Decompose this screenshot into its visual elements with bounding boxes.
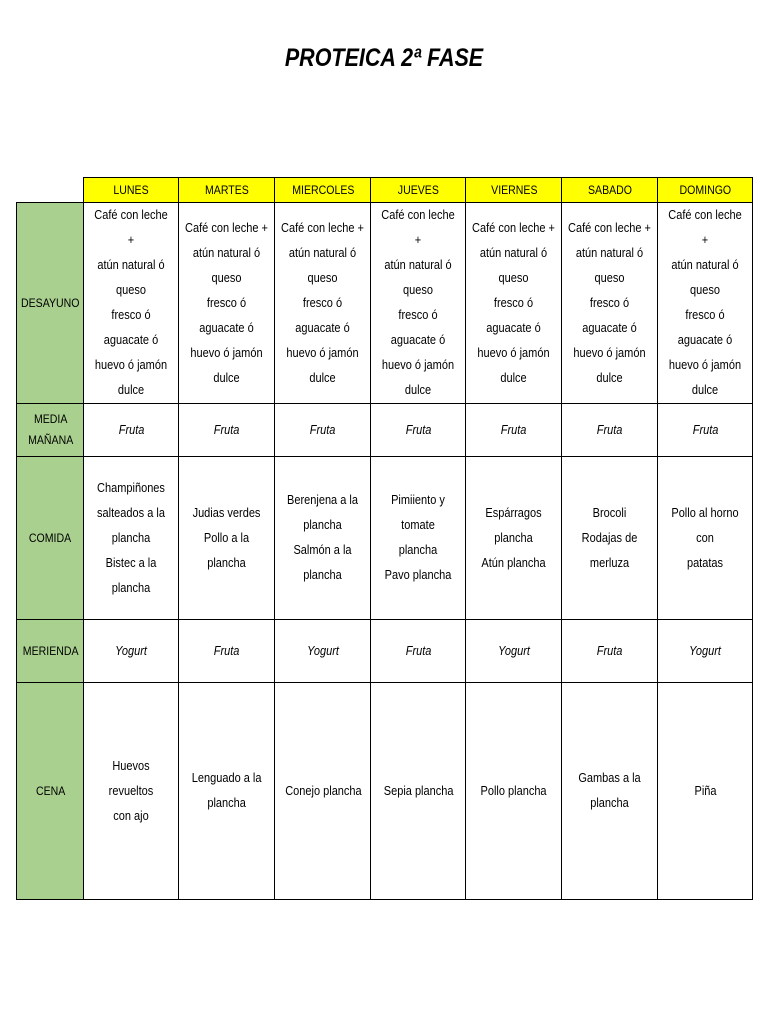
- meal-cell: Piña: [658, 683, 753, 900]
- day-header-jueves: JUEVES: [371, 178, 466, 203]
- meal-cell: Berenjena a la plancha Salmón a la plancha: [275, 457, 371, 620]
- meal-cell: Espárragos plancha Atún plancha: [466, 457, 562, 620]
- meal-label-comida: COMIDA: [17, 457, 84, 620]
- meal-row-merienda: [17, 620, 753, 683]
- meal-cell: Fruta: [371, 620, 466, 683]
- meal-plan-table: [16, 177, 753, 900]
- meal-cell: Café con leche + atún natural ó queso fresco ó aguacate ó huevo ó jamón dulce: [84, 203, 179, 404]
- day-header-lunes: LUNES: [84, 178, 179, 203]
- meal-cell: Fruta: [371, 404, 466, 457]
- meal-cell: Fruta: [562, 404, 658, 457]
- day-header-sabado: SABADO: [562, 178, 658, 203]
- meal-cell: Conejo plancha: [275, 683, 371, 900]
- meal-cell: Café con leche + atún natural ó queso fresco ó aguacate ó huevo ó jamón dulce: [562, 203, 658, 404]
- meal-cell: Yogurt: [84, 620, 179, 683]
- meal-label-merienda: MERIENDA: [17, 620, 84, 683]
- day-header-miercoles: MIERCOLES: [275, 178, 371, 203]
- meal-cell: Pollo plancha: [466, 683, 562, 900]
- meal-cell: Fruta: [179, 404, 275, 457]
- day-header-domingo: DOMINGO: [658, 178, 753, 203]
- meal-cell: Café con leche + atún natural ó queso fresco ó aguacate ó huevo ó jamón dulce: [371, 203, 466, 404]
- meal-cell: Fruta: [466, 404, 562, 457]
- meal-cell: Café con leche + atún natural ó queso fresco ó aguacate ó huevo ó jamón dulce: [275, 203, 371, 404]
- meal-cell: Brocoli Rodajas de merluza: [562, 457, 658, 620]
- meal-cell: Fruta: [562, 620, 658, 683]
- meal-cell: Yogurt: [275, 620, 371, 683]
- meal-cell: Fruta: [179, 620, 275, 683]
- meal-cell: Sepia plancha: [371, 683, 466, 900]
- meal-cell: Judias verdes Pollo a la plancha: [179, 457, 275, 620]
- day-header-martes: MARTES: [179, 178, 275, 203]
- meal-label-cena: CENA: [17, 683, 84, 900]
- meal-row-cena: [17, 683, 753, 900]
- meal-row-desayuno: [17, 203, 753, 404]
- meal-cell: Yogurt: [658, 620, 753, 683]
- page-title: PROTEICA 2ª FASE: [284, 44, 484, 72]
- meal-cell: Lenguado a la plancha: [179, 683, 275, 900]
- corner-cell: [17, 178, 84, 203]
- meal-cell: Yogurt: [466, 620, 562, 683]
- meal-row-media-manana: [17, 404, 753, 457]
- meal-cell: Fruta: [658, 404, 753, 457]
- meal-label-media-manana: MEDIA MAÑANA: [17, 404, 84, 457]
- meal-cell: Pollo al horno con patatas: [658, 457, 753, 620]
- meal-cell: Pimiiento y tomate plancha Pavo plancha: [371, 457, 466, 620]
- meal-cell: Fruta: [275, 404, 371, 457]
- meal-label-desayuno: DESAYUNO: [17, 203, 84, 404]
- meal-cell: Café con leche + atún natural ó queso fresco ó aguacate ó huevo ó jamón dulce: [658, 203, 753, 404]
- day-header-row: [17, 178, 753, 203]
- meal-cell: Gambas a la plancha: [562, 683, 658, 900]
- day-header-viernes: VIERNES: [466, 178, 562, 203]
- meal-cell: Café con leche + atún natural ó queso fresco ó aguacate ó huevo ó jamón dulce: [179, 203, 275, 404]
- meal-cell: Fruta: [84, 404, 179, 457]
- meal-cell: Champiñones salteados a la plancha Bistec a la plancha: [84, 457, 179, 620]
- meal-cell: Café con leche + atún natural ó queso fresco ó aguacate ó huevo ó jamón dulce: [466, 203, 562, 404]
- meal-cell: Huevos revueltos con ajo: [84, 683, 179, 900]
- meal-row-comida: [17, 457, 753, 620]
